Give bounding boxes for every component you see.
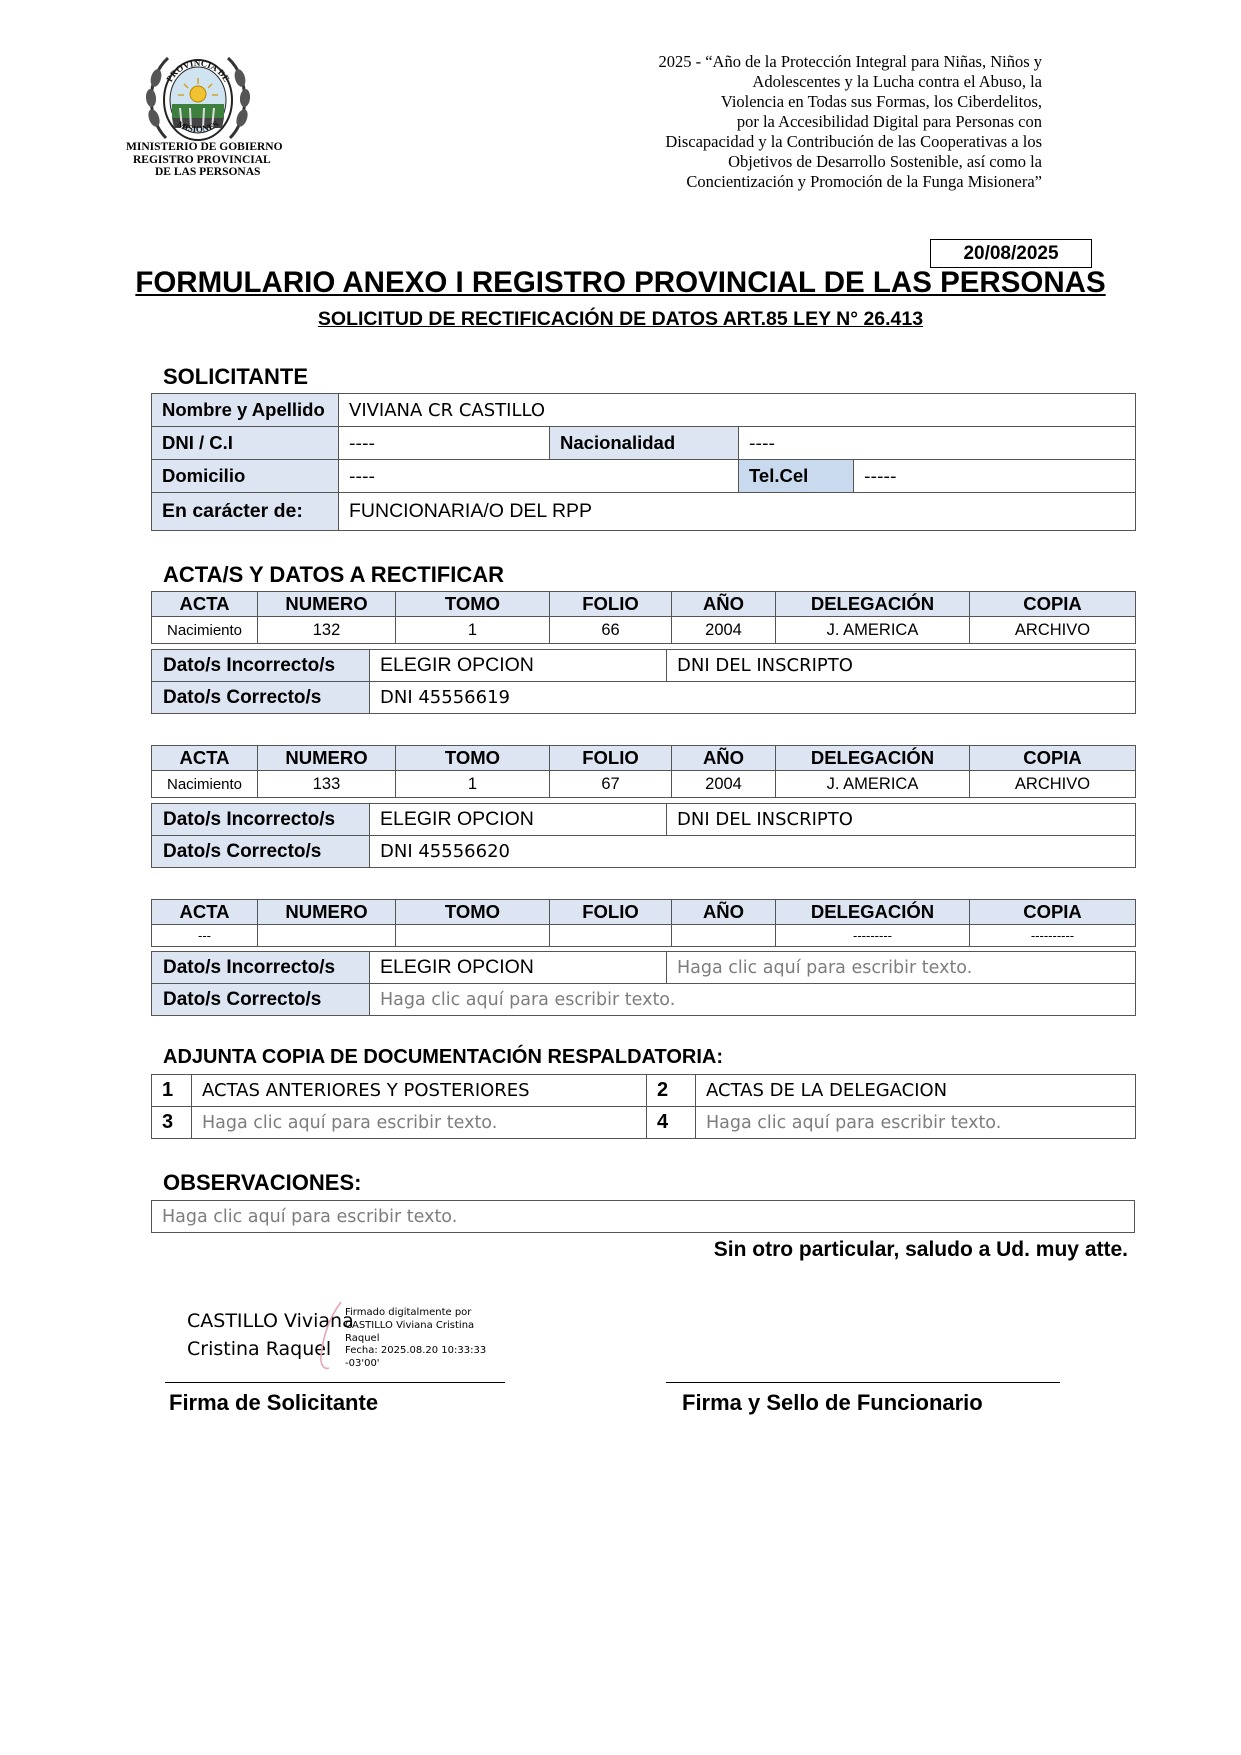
signature-line-solicitante bbox=[165, 1382, 505, 1383]
ministry-line: REGISTRO PROVINCIAL bbox=[133, 153, 271, 166]
col-header-numero: NUMERO bbox=[258, 746, 396, 771]
col-header-folio: FOLIO bbox=[550, 900, 672, 925]
col-header-tomo: TOMO bbox=[396, 746, 550, 771]
nacionalidad-label: Nacionalidad bbox=[550, 427, 739, 460]
section-title-documentacion: ADJUNTA COPIA DE DOCUMENTACIÓN RESPALDATORIA: bbox=[163, 1046, 723, 1068]
folio-cell[interactable] bbox=[550, 925, 672, 947]
col-header-numero: NUMERO bbox=[258, 592, 396, 617]
motto-line: Violencia en Todas sus Formas, los Ciberdelitos, bbox=[720, 92, 1042, 111]
motto-line: Adolescentes y la Lucha contra el Abuso, la bbox=[752, 72, 1042, 91]
acta-type-cell[interactable]: --- bbox=[152, 925, 258, 947]
dni-field[interactable]: ---- bbox=[339, 427, 550, 460]
motto-line: Objetivos de Desarrollo Sostenible, así como la bbox=[728, 152, 1042, 171]
anio-cell[interactable]: 2004 bbox=[672, 617, 776, 644]
correcto-field[interactable]: DNI 45556620 bbox=[370, 836, 1136, 868]
col-header-acta: ACTA bbox=[152, 746, 258, 771]
dni-label: DNI / C.I bbox=[152, 427, 339, 460]
signature-line-funcionario bbox=[666, 1382, 1060, 1383]
incorrecto-label: Dato/s Incorrecto/s bbox=[152, 952, 370, 984]
incorrecto-label: Dato/s Incorrecto/s bbox=[152, 804, 370, 836]
acta-table bbox=[151, 899, 1136, 947]
col-header-folio: FOLIO bbox=[550, 592, 672, 617]
correcto-label: Dato/s Correcto/s bbox=[152, 682, 370, 714]
datos-table bbox=[151, 649, 1136, 714]
doc-number: 1 bbox=[152, 1075, 192, 1107]
acta-type-cell[interactable]: Nacimiento bbox=[152, 617, 258, 644]
delegacion-cell[interactable]: J. AMERICA bbox=[776, 617, 970, 644]
closing-text: Sin otro particular, saludo a Ud. muy atte. bbox=[713, 1238, 1128, 1261]
acta-table bbox=[151, 591, 1136, 644]
incorrecto-dato-field[interactable]: DNI DEL INSCRIPTO bbox=[667, 650, 1136, 682]
incorrecto-option-select[interactable]: ELEGIR OPCION bbox=[370, 804, 667, 836]
digital-signature-line: Firmado digitalmente por bbox=[345, 1307, 472, 1318]
col-header-delegacion: DELEGACIÓN bbox=[776, 592, 970, 617]
motto-line: Discapacidad y la Contribución de las Cooperativas a los bbox=[665, 132, 1042, 151]
digital-signature-line: Fecha: 2025.08.20 10:33:33 bbox=[345, 1345, 487, 1357]
signature-name-line: CASTILLO Viviana bbox=[187, 1310, 354, 1332]
delegacion-cell[interactable]: J. AMERICA bbox=[776, 771, 970, 798]
col-header-anio: AÑO bbox=[672, 746, 776, 771]
domicilio-label: Domicilio bbox=[152, 460, 339, 493]
col-header-tomo: TOMO bbox=[396, 900, 550, 925]
numero-cell[interactable]: 133 bbox=[258, 771, 396, 798]
documentacion-table bbox=[151, 1074, 1136, 1139]
digital-signature-info bbox=[345, 1307, 486, 1371]
firma-funcionario-label: Firma y Sello de Funcionario bbox=[682, 1390, 983, 1415]
incorrecto-dato-field[interactable]: Haga clic aquí para escribir texto. bbox=[667, 952, 1136, 984]
numero-cell[interactable]: 132 bbox=[258, 617, 396, 644]
datos-table bbox=[151, 803, 1136, 868]
ministry-block bbox=[126, 141, 316, 179]
solicitante-table bbox=[151, 393, 1136, 531]
col-header-delegacion: DELEGACIÓN bbox=[776, 746, 970, 771]
col-header-delegacion: DELEGACIÓN bbox=[776, 900, 970, 925]
doc-field[interactable]: Haga clic aquí para escribir texto. bbox=[192, 1107, 647, 1139]
folio-cell[interactable]: 66 bbox=[550, 617, 672, 644]
digital-signature-line: -03'00' bbox=[345, 1358, 380, 1370]
caracter-label: En carácter de: bbox=[152, 493, 339, 531]
folio-cell[interactable]: 67 bbox=[550, 771, 672, 798]
acta-table bbox=[151, 745, 1136, 798]
doc-field[interactable]: ACTAS ANTERIORES Y POSTERIORES bbox=[192, 1075, 647, 1107]
delegacion-cell[interactable]: --------- bbox=[776, 925, 970, 947]
form-subtitle: SOLICITUD DE RECTIFICACIÓN DE DATOS ART.85 LEY N° 26.413 bbox=[317, 308, 924, 330]
copia-cell[interactable]: ARCHIVO bbox=[970, 617, 1136, 644]
signature-stroke-icon bbox=[317, 1298, 347, 1373]
acta-type-cell[interactable]: Nacimiento bbox=[152, 771, 258, 798]
col-header-acta: ACTA bbox=[152, 592, 258, 617]
telcel-field[interactable]: ----- bbox=[854, 460, 1136, 493]
correcto-field[interactable]: DNI 45556619 bbox=[370, 682, 1136, 714]
motto-line: Concientización y Promoción de la Funga Misionera” bbox=[686, 172, 1042, 191]
section-title-solicitante: SOLICITANTE bbox=[163, 364, 309, 389]
observaciones-table bbox=[151, 1200, 1135, 1233]
col-header-copia: COPIA bbox=[970, 900, 1136, 925]
nombre-field[interactable]: VIVIANA CR CASTILLO bbox=[339, 394, 1136, 427]
incorrecto-dato-field[interactable]: DNI DEL INSCRIPTO bbox=[667, 804, 1136, 836]
section-title-actas: ACTA/S Y DATOS A RECTIFICAR bbox=[163, 562, 505, 587]
signature-name-line: Cristina Raquel bbox=[187, 1338, 332, 1360]
logo-text-top: PROVINCIA DE bbox=[164, 57, 232, 84]
tomo-cell[interactable]: 1 bbox=[396, 771, 550, 798]
datos-table bbox=[151, 951, 1136, 1016]
telcel-label: Tel.Cel bbox=[739, 460, 854, 493]
numero-cell[interactable] bbox=[258, 925, 396, 947]
ministry-line: MINISTERIO DE GOBIERNO bbox=[126, 141, 283, 153]
incorrecto-option-select[interactable]: ELEGIR OPCION bbox=[370, 952, 667, 984]
nombre-label: Nombre y Apellido bbox=[152, 394, 339, 427]
doc-number: 3 bbox=[152, 1107, 192, 1139]
anio-cell[interactable]: 2004 bbox=[672, 771, 776, 798]
correcto-label: Dato/s Correcto/s bbox=[152, 836, 370, 868]
col-header-anio: AÑO bbox=[672, 592, 776, 617]
incorrecto-label: Dato/s Incorrecto/s bbox=[152, 650, 370, 682]
tomo-cell[interactable]: 1 bbox=[396, 617, 550, 644]
col-header-folio: FOLIO bbox=[550, 746, 672, 771]
copia-cell[interactable]: ARCHIVO bbox=[970, 771, 1136, 798]
observaciones-field[interactable]: Haga clic aquí para escribir texto. bbox=[152, 1201, 1135, 1233]
date-field[interactable]: 20/08/2025 bbox=[930, 239, 1092, 268]
section-title-observaciones: OBSERVACIONES: bbox=[163, 1170, 362, 1195]
col-header-tomo: TOMO bbox=[396, 592, 550, 617]
col-header-acta: ACTA bbox=[152, 900, 258, 925]
doc-field[interactable]: Haga clic aquí para escribir texto. bbox=[696, 1107, 1136, 1139]
domicilio-field[interactable]: ---- bbox=[339, 460, 739, 493]
provincial-logo bbox=[138, 48, 258, 143]
incorrecto-option-select[interactable]: ELEGIR OPCION bbox=[370, 650, 667, 682]
motto-line: por la Accesibilidad Digital para Personas con bbox=[736, 112, 1042, 131]
ministry-line: DE LAS PERSONAS bbox=[155, 166, 261, 178]
firma-solicitante-label: Firma de Solicitante bbox=[169, 1390, 379, 1415]
form-title: FORMULARIO ANEXO I REGISTRO PROVINCIAL DE LAS PERSONAS bbox=[135, 266, 1106, 299]
tomo-cell[interactable] bbox=[396, 925, 550, 947]
doc-field[interactable]: ACTAS DE LA DELEGACION bbox=[696, 1075, 1136, 1107]
official-motto bbox=[480, 52, 1042, 192]
nacionalidad-field[interactable]: ---- bbox=[739, 427, 1136, 460]
caracter-field[interactable]: FUNCIONARIA/O DEL RPP bbox=[339, 493, 1136, 531]
col-header-numero: NUMERO bbox=[258, 900, 396, 925]
col-header-copia: COPIA bbox=[970, 746, 1136, 771]
logo-text-bottom: MISIONES bbox=[175, 118, 221, 135]
correcto-field[interactable]: Haga clic aquí para escribir texto. bbox=[370, 984, 1136, 1016]
digital-signature-line: Raquel bbox=[345, 1332, 380, 1344]
copia-cell[interactable]: ---------- bbox=[970, 925, 1136, 947]
digital-signature-line: CASTILLO Viviana Cristina bbox=[345, 1319, 475, 1331]
anio-cell[interactable] bbox=[672, 925, 776, 947]
doc-number: 2 bbox=[647, 1075, 696, 1107]
doc-number: 4 bbox=[647, 1107, 696, 1139]
col-header-anio: AÑO bbox=[672, 900, 776, 925]
col-header-copia: COPIA bbox=[970, 592, 1136, 617]
correcto-label: Dato/s Correcto/s bbox=[152, 984, 370, 1016]
motto-line: 2025 - “Año de la Protección Integral para Niñas, Niños y bbox=[658, 52, 1042, 71]
